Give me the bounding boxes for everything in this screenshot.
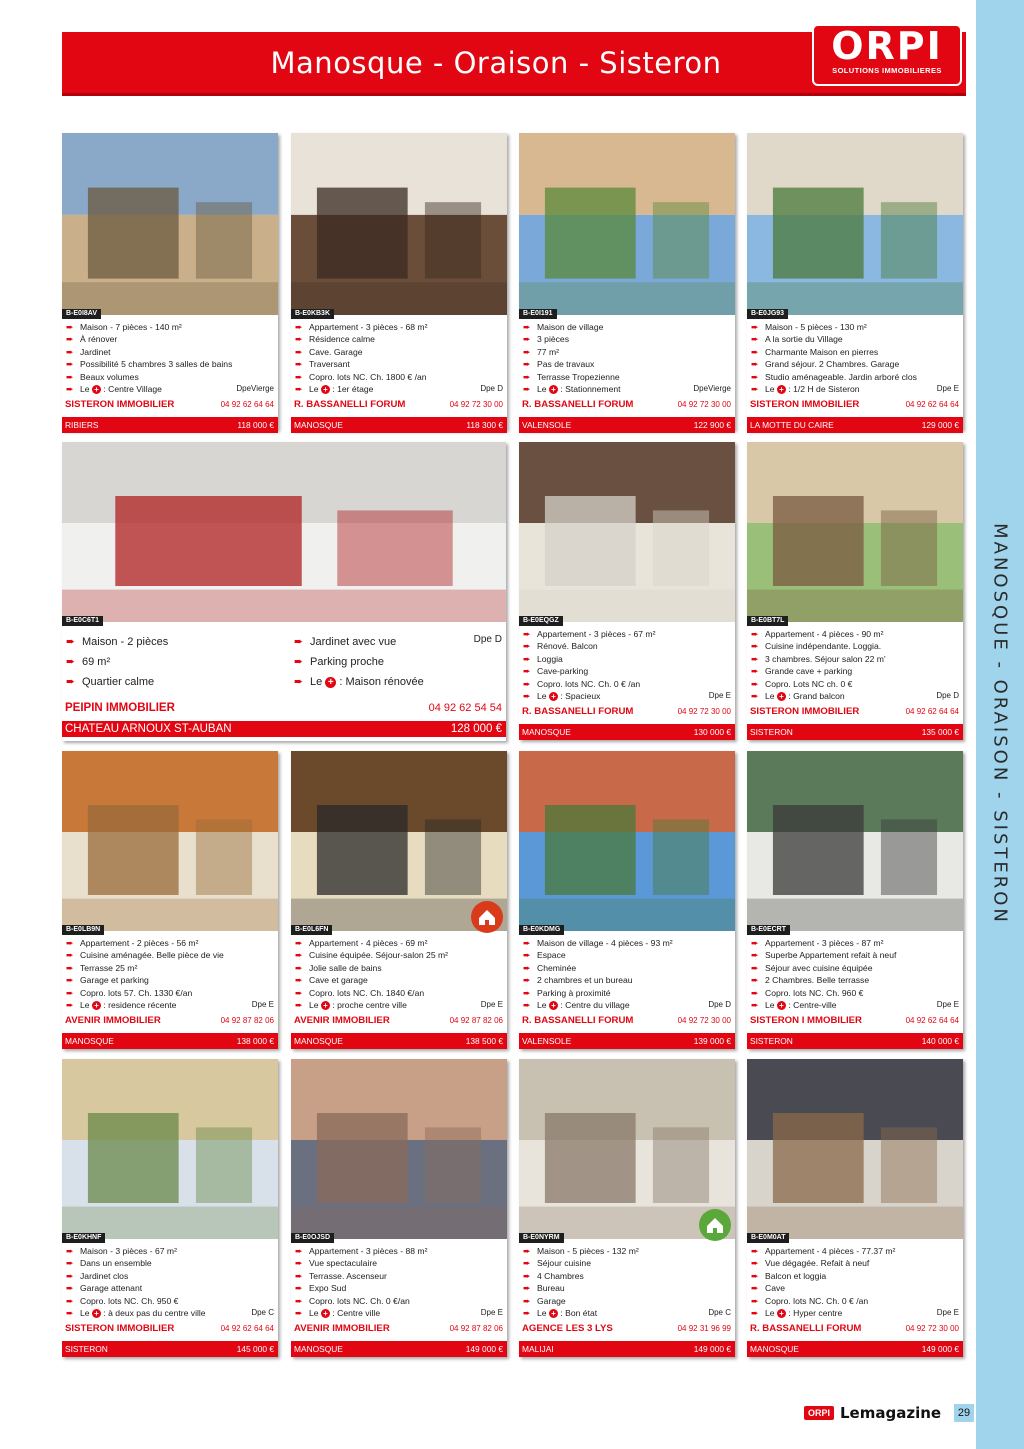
property-photo[interactable] <box>519 133 735 315</box>
listing-details <box>291 937 507 1011</box>
agency-name[interactable]: AVENIR IMMOBILIER <box>65 1015 161 1026</box>
feature-item: ➨ A la sortie du Village <box>747 333 963 345</box>
city-name: MANOSQUE <box>522 727 571 737</box>
dpe-rating: Dpe D <box>473 634 502 645</box>
feature-item: ➨ Rénové. Balcon <box>519 640 735 652</box>
feature-item: ➨ Appartement - 4 pièces - 77.37 m² <box>747 1245 963 1257</box>
plus-feature-text: : Centre du village <box>560 1000 630 1011</box>
listing-reference: B-E0LB9N <box>62 925 104 935</box>
dpe-rating: DpeVierge <box>236 384 274 393</box>
agency-phone[interactable]: 04 92 72 30 00 <box>449 400 503 409</box>
plus-icon: + <box>549 1001 558 1010</box>
listing-reference: B-E0OJSD <box>291 1233 334 1243</box>
plus-icon: + <box>549 385 558 394</box>
agency-row <box>747 1015 963 1028</box>
listing-price: 145 000 € <box>236 1344 274 1354</box>
plus-feature-text: : Centre ville <box>332 1308 381 1319</box>
listing-card[interactable] <box>747 751 963 1049</box>
feature-item: ➨ Maison - 3 pièces - 67 m² <box>62 1245 278 1257</box>
agency-phone[interactable]: 04 92 62 64 64 <box>220 400 274 409</box>
feature-item: ➨ Beaux volumes <box>62 371 278 383</box>
listing-card[interactable] <box>291 751 507 1049</box>
listing-details <box>291 321 507 395</box>
listing-card[interactable] <box>747 1059 963 1357</box>
city-name: LA MOTTE DU CAIRE <box>750 420 834 430</box>
plus-feature-text: : Spacieux <box>560 691 601 702</box>
agency-name[interactable]: R. BASSANELLI FORUM <box>522 399 634 410</box>
listing-card[interactable] <box>291 1059 507 1357</box>
city-name: MANOSQUE <box>294 420 343 430</box>
plus-feature-text: : à deux pas du centre ville <box>103 1308 206 1319</box>
agency-name[interactable]: SISTERON IMMOBILIER <box>65 1323 175 1334</box>
listing-reference: B-E0I8AV <box>62 309 101 319</box>
page-number: 29 <box>954 1404 974 1422</box>
city-price-bar <box>62 1033 278 1049</box>
property-photo[interactable] <box>747 442 963 622</box>
feature-item: ➨ Garage attenant <box>62 1282 278 1294</box>
plus-feature-text: : Centre Village <box>103 384 162 395</box>
feature-item: ➨ Cuisine équipée. Séjour-salon 25 m² <box>291 949 507 961</box>
feature-item: ➨ Cave et garage <box>291 974 507 986</box>
feature-item: ➨ 3 pièces <box>519 333 735 345</box>
plus-feature: ➨ Le + : 1er étage <box>291 383 507 395</box>
property-photo[interactable] <box>291 133 507 315</box>
property-photo[interactable] <box>62 1059 278 1239</box>
listing-details <box>747 937 963 1011</box>
listing-details <box>62 1245 278 1319</box>
listing-reference: B-E0I191 <box>519 309 557 319</box>
dpe-rating: Dpe D <box>480 384 503 393</box>
feature-item: ➨ Terrasse. Ascenseur <box>291 1270 507 1282</box>
feature-item: ➨ Parking proche <box>290 652 500 672</box>
agency-name[interactable]: SISTERON IMMOBILIER <box>750 399 860 410</box>
footer <box>800 1404 980 1428</box>
plus-icon: + <box>777 385 786 394</box>
plus-feature: ➨ Le + : Bon état <box>519 1307 735 1319</box>
property-photo[interactable] <box>747 1059 963 1239</box>
listing-price: 122 900 € <box>693 420 731 430</box>
city-price-bar <box>62 1341 278 1357</box>
feature-item: ➨ 3 chambres. Séjour salon 22 m' <box>747 653 963 665</box>
city-name: RIBIERS <box>65 420 99 430</box>
feature-item: ➨ Vue dégagée. Refait à neuf <box>747 1257 963 1269</box>
listing-price: 118 000 € <box>237 420 274 430</box>
agency-phone[interactable]: 04 92 62 64 64 <box>905 400 959 409</box>
feature-item: ➨ Appartement - 2 pièces - 56 m² <box>62 937 278 949</box>
property-photo[interactable] <box>62 751 278 931</box>
city-name: MANOSQUE <box>750 1344 799 1354</box>
feature-item: ➨ Grand séjour. 2 Chambres. Garage <box>747 358 963 370</box>
plus-feature: ➨ Le + : Centre ville <box>291 1307 507 1319</box>
agency-name[interactable]: AVENIR IMMOBILIER <box>294 1323 390 1334</box>
plus-icon: + <box>325 677 336 688</box>
city-name: VALENSOLE <box>522 1036 572 1046</box>
plus-icon: + <box>321 385 330 394</box>
plus-feature-text: : Bon état <box>560 1308 598 1319</box>
listing-card[interactable] <box>747 133 963 430</box>
feature-item: ➨ Vue spectaculaire <box>291 1257 507 1269</box>
agency-row <box>62 1015 278 1028</box>
footer-logo: ORPI <box>804 1406 834 1420</box>
dpe-rating: Dpe E <box>251 1000 274 1009</box>
listing-card[interactable] <box>62 133 278 430</box>
feature-item: ➨ Garage et parking <box>62 974 278 986</box>
feature-item: ➨ 2 Chambres. Belle terrasse <box>747 974 963 986</box>
city-name: VALENSOLE <box>522 420 572 430</box>
feature-item: ➨ Appartement - 3 pièces - 68 m² <box>291 321 507 333</box>
listing-price: 118 300 € <box>466 420 503 430</box>
agency-row <box>747 399 963 412</box>
feature-item: ➨ Superbe Appartement refait à neuf <box>747 949 963 961</box>
plus-feature-text: : 1/2 H de Sisteron <box>788 384 860 395</box>
city-price-bar <box>519 1033 735 1049</box>
feature-item: ➨ Maison de village <box>519 321 735 333</box>
feature-item: ➨ Séjour avec cuisine équipée <box>747 962 963 974</box>
plus-feature: ➨ Le + : residence récente <box>62 999 278 1011</box>
city-price-bar <box>747 1033 963 1049</box>
agency-name[interactable]: AGENCE LES 3 LYS <box>522 1323 613 1334</box>
feature-item: ➨ Appartement - 3 pièces - 87 m² <box>747 937 963 949</box>
feature-item: ➨ Bureau <box>519 1282 735 1294</box>
agency-name[interactable]: AVENIR IMMOBILIER <box>294 1015 390 1026</box>
plus-feature-text: : 1er étage <box>332 384 374 395</box>
listing-reference: B-E0BT7L <box>747 616 788 626</box>
plus-feature-text: : Hyper centre <box>788 1308 843 1319</box>
plus-icon: + <box>549 1309 558 1318</box>
city-price-bar <box>291 1033 507 1049</box>
feature-item: ➨ Appartement - 3 pièces - 67 m² <box>519 628 735 640</box>
listing-reference: B-E0KHNF <box>62 1233 105 1243</box>
feature-item: ➨ Cave-parking <box>519 665 735 677</box>
dpe-rating: Dpe E <box>936 384 959 393</box>
listing-price: 149 000 € <box>465 1344 503 1354</box>
dpe-rating: Dpe E <box>480 1000 503 1009</box>
listing-details <box>747 1245 963 1319</box>
feature-item: ➨ Maison - 5 pièces - 132 m² <box>519 1245 735 1257</box>
dpe-rating: Dpe D <box>708 1000 731 1009</box>
listing-reference: B-E0C6T1 <box>62 616 103 626</box>
property-photo[interactable] <box>747 751 963 931</box>
city-name: MANOSQUE <box>65 1036 114 1046</box>
feature-item: ➨ Copro. Lots NC ch. 0 € <box>747 678 963 690</box>
property-photo[interactable] <box>291 1059 507 1239</box>
listing-details <box>519 937 735 1011</box>
feature-item: ➨ Possibilité 5 chambres 3 salles de bains <box>62 358 278 370</box>
feature-item: ➨ Appartement - 4 pièces - 90 m² <box>747 628 963 640</box>
page-title: Manosque - Oraison - Sisteron <box>270 46 722 80</box>
property-photo[interactable] <box>519 751 735 931</box>
feature-item: ➨ Appartement - 3 pièces - 88 m² <box>291 1245 507 1257</box>
listing-details <box>519 628 735 702</box>
city-price-bar <box>291 1341 507 1357</box>
feature-item: ➨ Dans un ensemble <box>62 1257 278 1269</box>
listing-reference: B-E0M0AT <box>747 1233 789 1243</box>
agency-phone[interactable]: 04 92 72 30 00 <box>677 707 731 716</box>
dpe-rating: Dpe C <box>251 1308 274 1317</box>
listing-price: 140 000 € <box>921 1036 959 1046</box>
features-right <box>290 632 500 692</box>
feature-item: ➨ Copro. lots NC. Ch. 1840 €/an <box>291 987 507 999</box>
plus-icon: + <box>92 385 101 394</box>
agency-row <box>519 1323 735 1336</box>
feature-item: ➨ Terrasse 25 m² <box>62 962 278 974</box>
plus-feature-text: : Grand balcon <box>788 691 845 702</box>
listing-card[interactable] <box>519 1059 735 1357</box>
feature-item: ➨ Jardinet avec vue <box>290 632 500 652</box>
property-photo[interactable] <box>62 442 506 622</box>
plus-icon: + <box>549 692 558 701</box>
city-price-bar <box>519 417 735 433</box>
feature-item: ➨ Appartement - 4 pièces - 69 m² <box>291 937 507 949</box>
listing-reference: B-E0KB3K <box>291 309 334 319</box>
eco-house-icon <box>699 1209 731 1241</box>
dpe-rating: Dpe E <box>936 1308 959 1317</box>
dpe-rating: Dpe E <box>936 1000 959 1009</box>
property-photo[interactable] <box>62 133 278 315</box>
agency-name[interactable]: R. BASSANELLI FORUM <box>522 706 634 717</box>
feature-item: ➨ Copro. lots NC. Ch. 1800 € /an <box>291 371 507 383</box>
plus-feature: ➨ Le + : Centre du village <box>519 999 735 1011</box>
listing-price: 149 000 € <box>921 1344 959 1354</box>
dpe-rating: Dpe C <box>708 1308 731 1317</box>
listing-price: 138 500 € <box>465 1036 503 1046</box>
agency-phone[interactable]: 04 92 72 30 00 <box>677 1016 731 1025</box>
agency-row <box>747 706 963 719</box>
agency-row <box>747 1323 963 1336</box>
feature-item: ➨ Jardinet clos <box>62 1270 278 1282</box>
dpe-rating: Dpe E <box>480 1308 503 1317</box>
feature-item: ➨ Jardinet <box>62 346 278 358</box>
agency-name[interactable]: SISTERON IMMOBILIER <box>750 706 860 717</box>
listing-price: 129 000 € <box>921 420 959 430</box>
feature-item: ➨ Copro. lots NC. Ch. 960 € <box>747 987 963 999</box>
feature-item: ➨ Maison de village - 4 pièces - 93 m² <box>519 937 735 949</box>
plus-icon: + <box>321 1001 330 1010</box>
plus-icon: + <box>777 1309 786 1318</box>
city-name: CHATEAU ARNOUX ST-AUBAN <box>65 723 232 735</box>
agency-name[interactable]: R. BASSANELLI FORUM <box>522 1015 634 1026</box>
plus-feature: ➨ Le + : Centre Village <box>62 383 278 395</box>
feature-item: ➨ Traversant <box>291 358 507 370</box>
agency-phone[interactable]: 04 92 87 82 06 <box>220 1016 274 1025</box>
feature-item: ➨ Loggia <box>519 653 735 665</box>
listing-card[interactable] <box>747 442 963 740</box>
plus-icon: + <box>777 692 786 701</box>
feature-item: ➨ Maison - 2 pièces <box>62 632 307 652</box>
listing-card[interactable] <box>62 1059 278 1357</box>
feature-item: ➨ Copro. lots NC. Ch. 0 €/an <box>291 1295 507 1307</box>
feature-item: ➨ 77 m² <box>519 346 735 358</box>
listing-reference: B-E0EQGZ <box>519 616 563 626</box>
plus-icon: + <box>777 1001 786 1010</box>
property-photo[interactable] <box>519 442 735 622</box>
feature-item: ➨ Copro. lots NC. Ch. 0 € /an <box>747 1295 963 1307</box>
agency-name[interactable]: R. BASSANELLI FORUM <box>750 1323 862 1334</box>
plus-icon: + <box>92 1001 101 1010</box>
eco-house-icon <box>471 901 503 933</box>
listing-details <box>747 628 963 702</box>
agency-row <box>291 399 507 412</box>
plus-feature: ➨ Le + : Grand balcon <box>747 690 963 702</box>
city-price-bar <box>291 417 507 433</box>
feature-item: ➨ Résidence calme <box>291 333 507 345</box>
plus-feature: ➨ Le + : Spacieux <box>519 690 735 702</box>
city-price-bar <box>519 724 735 740</box>
feature-item: ➨ Studio aménageable. Jardin arboré clos <box>747 371 963 383</box>
side-label: MANOSQUE - ORAISON - SISTERON <box>989 523 1011 925</box>
listing-card[interactable] <box>519 442 735 740</box>
listing-card[interactable] <box>291 133 507 430</box>
city-name: SISTERON <box>750 727 793 737</box>
plus-feature-text: : residence récente <box>103 1000 177 1011</box>
agency-phone[interactable]: 04 92 31 96 99 <box>677 1324 731 1333</box>
feature-item: ➨ Pas de travaux <box>519 358 735 370</box>
plus-feature-text: : proche centre ville <box>332 1000 407 1011</box>
agency-row <box>62 702 506 715</box>
feature-item: ➨ Cave <box>747 1282 963 1294</box>
agency-name[interactable]: PEIPIN IMMOBILIER <box>65 702 175 714</box>
feature-item: ➨ Cuisine aménagée. Belle pièce de vie <box>62 949 278 961</box>
feature-item: ➨ Grande cave + parking <box>747 665 963 677</box>
city-name: SISTERON <box>750 1036 793 1046</box>
feature-item: ➨ Garage <box>519 1295 735 1307</box>
feature-item: ➨ 69 m² <box>62 652 307 672</box>
plus-icon: + <box>92 1309 101 1318</box>
city-name: MANOSQUE <box>294 1036 343 1046</box>
feature-item: ➨ Parking à proximité <box>519 987 735 999</box>
plus-feature: ➨ Le + : Stationnement <box>519 383 735 395</box>
feature-item: ➨ Copro. lots 57. Ch. 1330 €/an <box>62 987 278 999</box>
plus-feature: ➨ Le + : Centre-ville <box>747 999 963 1011</box>
plus-feature: ➨ Le + : à deux pas du centre ville <box>62 1307 278 1319</box>
feature-item: ➨ Copro. lots NC. Ch. 0 € /an <box>519 678 735 690</box>
listing-card[interactable] <box>62 751 278 1049</box>
agency-row <box>519 706 735 719</box>
city-price-bar <box>747 1341 963 1357</box>
agency-row <box>291 1323 507 1336</box>
listing-price: 138 000 € <box>236 1036 274 1046</box>
listing-card[interactable] <box>519 133 735 430</box>
agency-phone[interactable]: 04 92 62 64 64 <box>220 1324 274 1333</box>
dpe-rating: Dpe E <box>708 691 731 700</box>
logo-word: ORPI <box>831 24 943 68</box>
city-name: MANOSQUE <box>294 1344 343 1354</box>
feature-item: ➨ 4 Chambres <box>519 1270 735 1282</box>
city-price-bar <box>747 724 963 740</box>
agency-phone[interactable]: 04 92 87 82 06 <box>449 1016 503 1025</box>
agency-row <box>519 399 735 412</box>
listing-details <box>291 1245 507 1319</box>
plus-feature: ➨ Le + : 1/2 H de Sisteron <box>747 383 963 395</box>
city-price-bar <box>747 417 963 433</box>
feature-item: ➨ Quartier calme <box>62 672 307 692</box>
city-price-bar <box>62 417 278 433</box>
plus-feature-text: : Stationnement <box>560 384 621 395</box>
feature-item: ➨ À rénover <box>62 333 278 345</box>
listing-price: 149 000 € <box>693 1344 731 1354</box>
feature-item: ➨ Séjour cuisine <box>519 1257 735 1269</box>
agency-row <box>62 1323 278 1336</box>
listing-price: 130 000 € <box>693 727 731 737</box>
feature-item: ➨ Cheminée <box>519 962 735 974</box>
plus-feature: ➨ Le + : Hyper centre <box>747 1307 963 1319</box>
agency-phone[interactable]: 04 92 72 30 00 <box>905 1324 959 1333</box>
agency-name[interactable]: R. BASSANELLI FORUM <box>294 399 406 410</box>
agency-row <box>519 1015 735 1028</box>
agency-name[interactable]: SISTERON I MMOBILIER <box>750 1015 862 1026</box>
feature-item: ➨ Expo Sud <box>291 1282 507 1294</box>
city-name: SISTERON <box>65 1344 108 1354</box>
feature-item: ➨ Terrasse Tropezienne <box>519 371 735 383</box>
agency-phone[interactable]: 04 92 62 64 64 <box>905 1016 959 1025</box>
listing-reference: B-E0NYRM <box>519 1233 564 1243</box>
agency-row <box>62 399 278 412</box>
agency-phone[interactable]: 04 92 62 54 54 <box>428 702 502 714</box>
feature-item: ➨ Maison - 7 pièces - 140 m² <box>62 321 278 333</box>
listing-reference: B-E0JG93 <box>747 309 788 319</box>
plus-icon: + <box>321 1309 330 1318</box>
magazine-name: Lemagazine <box>840 1404 942 1422</box>
feature-item: ➨ Copro. lots NC. Ch. 950 € <box>62 1295 278 1307</box>
agency-phone[interactable]: 04 92 87 82 06 <box>449 1324 503 1333</box>
listing-reference: B-E0ECRT <box>747 925 790 935</box>
agency-name[interactable]: SISTERON IMMOBILIER <box>65 399 175 410</box>
listing-price: 139 000 € <box>693 1036 731 1046</box>
property-photo[interactable] <box>747 133 963 315</box>
city-price-bar <box>62 721 506 737</box>
feature-item: ➨ Jolie salle de bains <box>291 962 507 974</box>
agency-row <box>291 1015 507 1028</box>
listing-price: 135 000 € <box>921 727 959 737</box>
feature-item: ➨ 2 chambres et un bureau <box>519 974 735 986</box>
city-name: MALIJAI <box>522 1344 554 1354</box>
listing-card[interactable] <box>62 442 506 741</box>
feature-item: ➨ Charmante Maison en pierres <box>747 346 963 358</box>
listing-details <box>519 1245 735 1319</box>
features-left <box>62 632 307 692</box>
feature-item: ➨ Cuisine indépendante. Loggia. <box>747 640 963 652</box>
feature-item: ➨ Maison - 5 pièces - 130 m² <box>747 321 963 333</box>
agency-phone[interactable]: 04 92 62 64 64 <box>905 707 959 716</box>
feature-item: ➨ Espace <box>519 949 735 961</box>
feature-item: ➨ Cave. Garage <box>291 346 507 358</box>
listing-details <box>62 937 278 1011</box>
listing-details <box>62 321 278 395</box>
listing-details <box>519 321 735 395</box>
plus-feature-text: : Centre-ville <box>788 1000 837 1011</box>
orpi-logo <box>812 24 962 86</box>
dpe-rating: Dpe D <box>936 691 959 700</box>
listing-reference: B-E0KDMG <box>519 925 564 935</box>
listing-reference: B-E0L6FN <box>291 925 332 935</box>
feature-item: ➨ Balcon et loggia <box>747 1270 963 1282</box>
listing-details <box>747 321 963 395</box>
logo-tagline: SOLUTIONS IMMOBILIERES <box>832 66 942 75</box>
plus-feature-text: : Maison rénovée <box>339 676 424 688</box>
city-price-bar <box>519 1341 735 1357</box>
listing-card[interactable] <box>519 751 735 1049</box>
dpe-rating: DpeVierge <box>693 384 731 393</box>
plus-feature: ➨ Le + : Maison rénovée <box>290 672 500 692</box>
listing-price: 128 000 € <box>450 723 502 735</box>
agency-phone[interactable]: 04 92 72 30 00 <box>677 400 731 409</box>
plus-feature: ➨ Le + : proche centre ville <box>291 999 507 1011</box>
